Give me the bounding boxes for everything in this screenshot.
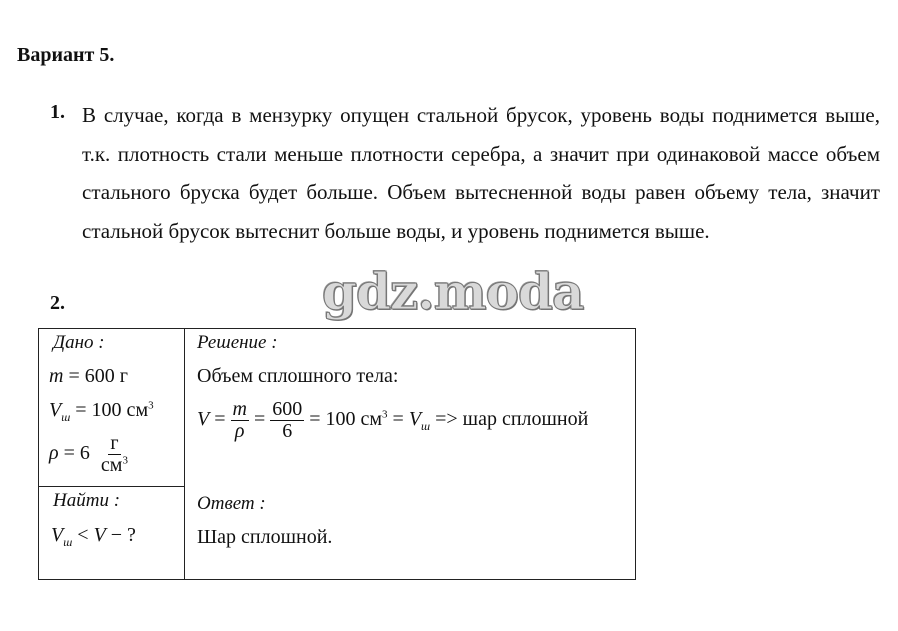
task-1-number: 1.	[50, 101, 65, 123]
solution-label: Решение :	[197, 332, 278, 353]
volume-var: V	[49, 399, 62, 421]
table-vertical-divider	[184, 329, 185, 580]
answer-text: Шар сплошной.	[197, 526, 333, 548]
volume-value: = 100 см	[70, 399, 149, 421]
table-horizontal-divider	[39, 486, 184, 487]
volume-sup: 3	[148, 399, 154, 412]
given-mass	[49, 365, 128, 388]
watermark-logo: gdz.moda	[322, 262, 584, 321]
solution-table	[38, 328, 636, 580]
task-2-number: 2.	[50, 292, 65, 314]
given-density	[49, 433, 128, 476]
density-units	[101, 433, 128, 476]
mass-value: = 600 г	[63, 365, 128, 387]
density-unit-den: $см^3$	[100, 454, 128, 476]
mass-var: m	[49, 365, 64, 387]
solution-line-1: Объем сплошного тела:	[197, 365, 399, 387]
find-label: Найти :	[53, 490, 121, 511]
formula-m-over-rho: $\frac{m}{\rho}$	[232, 398, 247, 442]
given-volume	[49, 399, 154, 425]
find-expression: $V_ш < V$ − ?	[51, 524, 136, 549]
given-label: Дано :	[53, 332, 105, 353]
density-unit-num: г	[110, 432, 119, 454]
solution-formula: V = $\frac{m}{\rho}$ = $\frac{600}{6}$ = 100 $см^3 = V_ш$ => шар сплошной	[197, 398, 589, 442]
page-title: Вариант 5.	[17, 44, 115, 66]
volume-sub: ш	[61, 410, 71, 424]
answer-label: Ответ :	[197, 493, 266, 514]
density-value: = 6	[58, 442, 90, 465]
formula-result: шар сплошной	[462, 408, 589, 431]
formula-600-over-6: $\frac{600}{6}$	[272, 398, 303, 442]
task-1-text: В случае, когда в мензурку опущен стальной брусок, уровень воды поднимется выше, т.к. плотность стали меньше плотности серебра, а значит при одинаковой массе объем стального бруска будет больше. Объем вытесненной воды равен объему тела, значит стальной брусок вытеснит больше воды, и уровень поднимется выше.	[82, 103, 880, 243]
density-var: ρ	[49, 442, 59, 465]
